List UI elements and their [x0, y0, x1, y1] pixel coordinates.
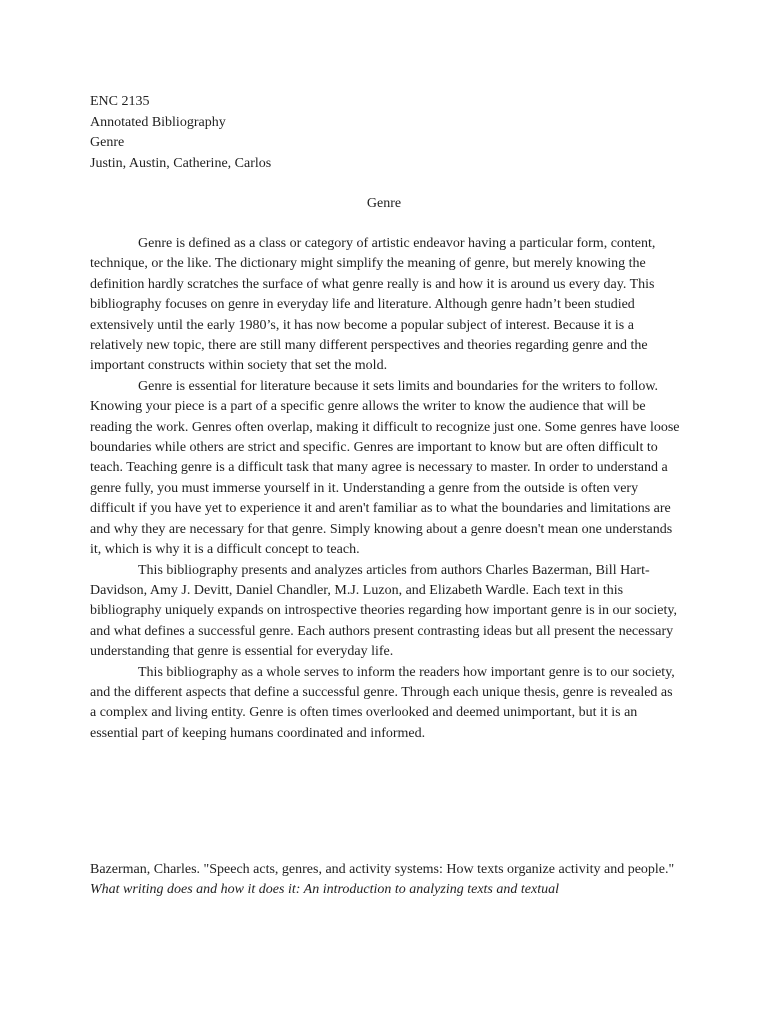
author-names: Justin, Austin, Catherine, Carlos [90, 155, 272, 171]
bibliography-entry [90, 860, 680, 901]
course-code: ENC 2135 [90, 94, 150, 109]
assignment-name: Annotated Bibliography [90, 114, 226, 130]
topic-name: Genre [90, 135, 125, 150]
document-body [90, 234, 680, 744]
document-header [90, 92, 690, 174]
body-paragraph: This bibliography as a whole serves to inform the readers how important genre is to our society, and the different aspects that define a successful genre. Through each unique thesis, genre is revealed as a complex and living entity. Genre is often times overlooked and deemed unimportant, but it is an essential part of keeping humans coordinated and informed. [90, 664, 675, 741]
body-paragraph: Genre is essential for literature because it sets limits and boundaries for the writers to follow. Knowing your piece is a part of a specific genre allows the writer to know the audience that will be reading the work. Genres often overlap, making it difficult to recognize just one. Some genres have loose boundaries while others are strict and specific. Genres are important to know but are often difficult to teach. Teaching genre is a difficult task that many agree is necessary to master. In order to understand a genre fully, you must immerse yourself in it. Understanding a genre from the outside is often very difficult if you have yet to experience it and aren't familiar as to what the boundaries and limitations are and why they are necessary for that genre. Simply knowing about a genre doesn't mean one understands it, which is why it is a difficult concept to teach. [90, 378, 680, 558]
document-title: Genre [366, 196, 402, 211]
body-paragraph: Genre is defined as a class or category of artistic endeavor having a particular form, content, technique, or the like. The dictionary might simplify the meaning of genre, but merely knowing the definition hardly scratches the surface of what genre really is and how it is around us every day. This bibliography focuses on genre in everyday life and literature. Although genre hadn’t been studied extensively until the early 1980’s, it has now become a popular subject of interest. Because it is a relatively new topic, there are still many different perspectives and theories regarding genre and the important constructs within society that set the mold. [90, 236, 656, 374]
citation-text: Bazerman, Charles. "Speech acts, genres, and activity systems: How texts organize activity and people." [90, 862, 675, 877]
body-paragraph: This bibliography presents and analyzes articles from authors Charles Bazerman, Bill Hart-Davidson, Amy J. Devitt, Daniel Chandler, M.J. Luzon, and Elizabeth Wardle. Each text in this bibliography uniquely expands on introspective theories regarding how important genre is in our society, and what defines a successful genre. Each authors present contrasting ideas but all present the necessary understanding that genre is essential for everyday life. [90, 562, 677, 660]
citation-source-title: What writing does and how it does it: An introduction to analyzing texts and textual [90, 882, 559, 898]
